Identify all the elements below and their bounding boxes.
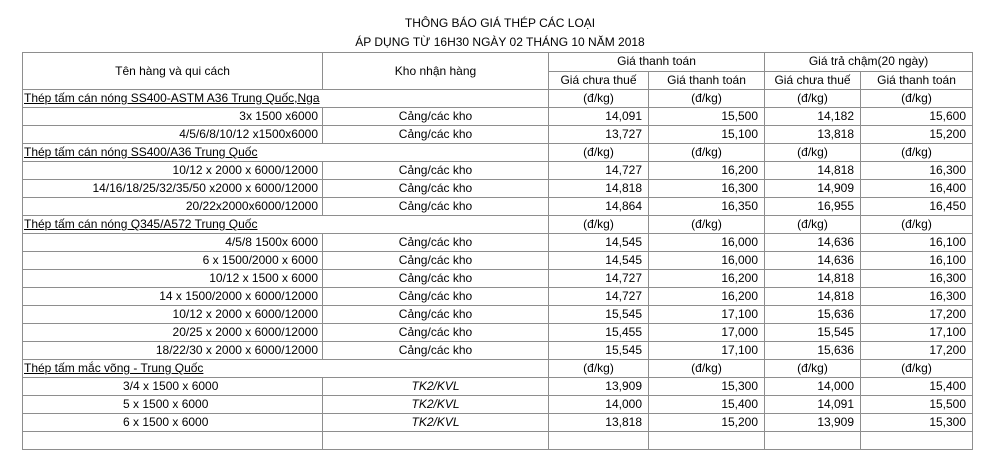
price-deferred-total: 15,500 xyxy=(861,396,973,414)
price-pre-tax: 14,545 xyxy=(549,252,649,270)
price-pre-tax: 14,000 xyxy=(549,396,649,414)
spec-cell: 20/25 x 2000 x 6000/12000 xyxy=(23,324,323,342)
price-pre-tax: 14,727 xyxy=(549,288,649,306)
price-deferred-pre-tax: 13,818 xyxy=(765,126,861,144)
page-title: THÔNG BÁO GIÁ THÉP CÁC LOẠI xyxy=(404,16,596,30)
price-pre-tax: 15,545 xyxy=(549,342,649,360)
price-pre-tax: 14,864 xyxy=(549,198,649,216)
unit-label: (đ/kg) xyxy=(549,360,649,378)
price-total: 16,000 xyxy=(649,252,765,270)
price-deferred-total: 16,300 xyxy=(861,162,973,180)
table-row xyxy=(23,126,973,144)
price-pre-tax: 15,455 xyxy=(549,324,649,342)
table-row xyxy=(23,162,973,180)
price-deferred-pre-tax: 14,091 xyxy=(765,396,861,414)
spec-cell: 3/4 x 1500 x 6000 xyxy=(23,378,323,396)
price-deferred-total: 17,100 xyxy=(861,324,973,342)
empty-cell xyxy=(765,432,861,450)
table-row xyxy=(23,342,973,360)
table-row xyxy=(23,324,973,342)
table-row xyxy=(23,288,973,306)
section-row xyxy=(23,90,973,108)
section-title: Thép tấm cán nóng SS400-ASTM A36 Trung Quốc,Nga xyxy=(23,90,549,108)
spec-cell: 5 x 1500 x 6000 xyxy=(23,396,323,414)
spec-cell: 18/22/30 x 2000 x 6000/12000 xyxy=(23,342,323,360)
unit-label: (đ/kg) xyxy=(649,360,765,378)
price-pre-tax: 14,091 xyxy=(549,108,649,126)
price-deferred-pre-tax: 15,636 xyxy=(765,342,861,360)
spec-cell: 6 x 1500 x 6000 xyxy=(23,414,323,432)
unit-label: (đ/kg) xyxy=(549,144,649,162)
price-deferred-pre-tax: 14,182 xyxy=(765,108,861,126)
price-pre-tax: 13,909 xyxy=(549,378,649,396)
unit-label: (đ/kg) xyxy=(649,216,765,234)
table-row xyxy=(23,306,973,324)
warehouse-cell: Cảng/các kho xyxy=(323,252,549,270)
price-total: 17,000 xyxy=(649,324,765,342)
unit-label: (đ/kg) xyxy=(765,90,861,108)
price-pre-tax: 15,545 xyxy=(549,306,649,324)
price-deferred-total: 16,450 xyxy=(861,198,973,216)
price-pre-tax: 14,818 xyxy=(549,180,649,198)
empty-cell xyxy=(861,432,973,450)
price-deferred-pre-tax: 14,818 xyxy=(765,162,861,180)
price-deferred-pre-tax: 14,818 xyxy=(765,270,861,288)
price-deferred-pre-tax: 14,000 xyxy=(765,378,861,396)
spec-cell: 14 x 1500/2000 x 6000/12000 xyxy=(23,288,323,306)
price-deferred-total: 17,200 xyxy=(861,342,973,360)
price-deferred-total: 15,200 xyxy=(861,126,973,144)
table-row xyxy=(23,414,973,432)
unit-label: (đ/kg) xyxy=(861,360,973,378)
spec-cell: 10/12 x 2000 x 6000/12000 xyxy=(23,306,323,324)
price-deferred-total: 16,300 xyxy=(861,288,973,306)
price-pre-tax: 14,545 xyxy=(549,234,649,252)
header-pre-tax-deferred: Giá chưa thuế xyxy=(765,71,861,90)
price-deferred-total: 15,400 xyxy=(861,378,973,396)
table-row xyxy=(23,108,973,126)
unit-label: (đ/kg) xyxy=(649,144,765,162)
table-row xyxy=(23,252,973,270)
warehouse-cell: TK2/KVL xyxy=(323,378,549,396)
unit-label: (đ/kg) xyxy=(861,144,973,162)
price-deferred-pre-tax: 13,909 xyxy=(765,414,861,432)
warehouse-cell: Cảng/các kho xyxy=(323,198,549,216)
spec-cell: 20/22x2000x6000/12000 xyxy=(23,198,323,216)
header-warehouse: Kho nhận hàng xyxy=(323,53,549,90)
price-total: 15,100 xyxy=(649,126,765,144)
header-pre-tax: Giá chưa thuế xyxy=(549,71,649,90)
header-total: Giá thanh toán xyxy=(649,71,765,90)
warehouse-cell: Cảng/các kho xyxy=(323,180,549,198)
empty-cell xyxy=(23,432,323,450)
warehouse-cell: Cảng/các kho xyxy=(323,234,549,252)
warehouse-cell: Cảng/các kho xyxy=(323,126,549,144)
empty-cell xyxy=(323,432,549,450)
unit-label: (đ/kg) xyxy=(549,90,649,108)
price-table xyxy=(22,52,973,450)
unit-label: (đ/kg) xyxy=(861,90,973,108)
warehouse-cell: TK2/KVL xyxy=(323,396,549,414)
price-pre-tax: 14,727 xyxy=(549,162,649,180)
unit-label: (đ/kg) xyxy=(649,90,765,108)
warehouse-cell: Cảng/các kho xyxy=(323,270,549,288)
price-deferred-pre-tax: 15,545 xyxy=(765,324,861,342)
price-total: 16,300 xyxy=(649,180,765,198)
warehouse-cell: Cảng/các kho xyxy=(323,162,549,180)
table-row xyxy=(23,396,973,414)
section-title: Thép tấm cán nóng Q345/A572 Trung Quốc xyxy=(23,216,549,234)
table-row xyxy=(23,234,973,252)
price-deferred-pre-tax: 15,636 xyxy=(765,306,861,324)
section-title: Thép tấm mắc võng - Trung Quốc xyxy=(23,360,549,378)
spec-cell: 4/5/6/8/10/12 x1500x6000 xyxy=(23,126,323,144)
table-row xyxy=(23,180,973,198)
price-deferred-pre-tax: 16,955 xyxy=(765,198,861,216)
warehouse-cell: TK2/KVL xyxy=(323,414,549,432)
price-total: 17,100 xyxy=(649,306,765,324)
spec-cell: 10/12 x 1500 x 6000 xyxy=(23,270,323,288)
table-row xyxy=(23,270,973,288)
unit-label: (đ/kg) xyxy=(765,144,861,162)
price-deferred-pre-tax: 14,909 xyxy=(765,180,861,198)
price-deferred-total: 15,300 xyxy=(861,414,973,432)
empty-row xyxy=(23,432,973,450)
unit-label: (đ/kg) xyxy=(861,216,973,234)
header-row-1 xyxy=(23,53,973,72)
price-deferred-pre-tax: 14,636 xyxy=(765,234,861,252)
price-deferred-total: 16,400 xyxy=(861,180,973,198)
price-deferred-total: 17,200 xyxy=(861,306,973,324)
header-total-deferred: Giá thanh toán xyxy=(861,71,973,90)
spec-cell: 4/5/8 1500x 6000 xyxy=(23,234,323,252)
empty-cell xyxy=(649,432,765,450)
price-total: 16,000 xyxy=(649,234,765,252)
warehouse-cell: Cảng/các kho xyxy=(323,108,549,126)
warehouse-cell: Cảng/các kho xyxy=(323,342,549,360)
price-total: 15,500 xyxy=(649,108,765,126)
page-subtitle: ÁP DỤNG TỪ 16H30 NGÀY 02 THÁNG 10 NĂM 2018 xyxy=(355,35,645,49)
section-row xyxy=(23,360,973,378)
unit-label: (đ/kg) xyxy=(765,360,861,378)
price-total: 16,200 xyxy=(649,162,765,180)
price-pre-tax: 13,818 xyxy=(549,414,649,432)
warehouse-cell: Cảng/các kho xyxy=(323,324,549,342)
spec-cell: 3x 1500 x6000 xyxy=(23,108,323,126)
price-deferred-pre-tax: 14,818 xyxy=(765,288,861,306)
price-total: 17,100 xyxy=(649,342,765,360)
warehouse-cell: Cảng/các kho xyxy=(323,306,549,324)
header-group-pay: Giá thanh toán xyxy=(549,53,765,72)
table-row xyxy=(23,198,973,216)
price-total: 15,400 xyxy=(649,396,765,414)
spec-cell: 14/16/18/25/32/35/50 x2000 x 6000/12000 xyxy=(23,180,323,198)
price-total: 15,200 xyxy=(649,414,765,432)
section-row xyxy=(23,216,973,234)
warehouse-cell: Cảng/các kho xyxy=(323,288,549,306)
header-group-deferred: Giá trả chậm(20 ngày) xyxy=(765,53,973,72)
price-deferred-total: 16,300 xyxy=(861,270,973,288)
price-deferred-total: 16,100 xyxy=(861,252,973,270)
price-pre-tax: 13,727 xyxy=(549,126,649,144)
price-pre-tax: 14,727 xyxy=(549,270,649,288)
price-deferred-pre-tax: 14,636 xyxy=(765,252,861,270)
section-title: Thép tấm cán nóng SS400/A36 Trung Quốc xyxy=(23,144,549,162)
unit-label: (đ/kg) xyxy=(765,216,861,234)
price-total: 16,200 xyxy=(649,270,765,288)
spec-cell: 6 x 1500/2000 x 6000 xyxy=(23,252,323,270)
table-row xyxy=(23,378,973,396)
empty-cell xyxy=(549,432,649,450)
section-row xyxy=(23,144,973,162)
header-name: Tên hàng và qui cách xyxy=(23,53,323,90)
price-deferred-total: 15,600 xyxy=(861,108,973,126)
spec-cell: 10/12 x 2000 x 6000/12000 xyxy=(23,162,323,180)
price-total: 16,350 xyxy=(649,198,765,216)
price-deferred-total: 16,100 xyxy=(861,234,973,252)
price-total: 15,300 xyxy=(649,378,765,396)
price-total: 16,200 xyxy=(649,288,765,306)
unit-label: (đ/kg) xyxy=(549,216,649,234)
